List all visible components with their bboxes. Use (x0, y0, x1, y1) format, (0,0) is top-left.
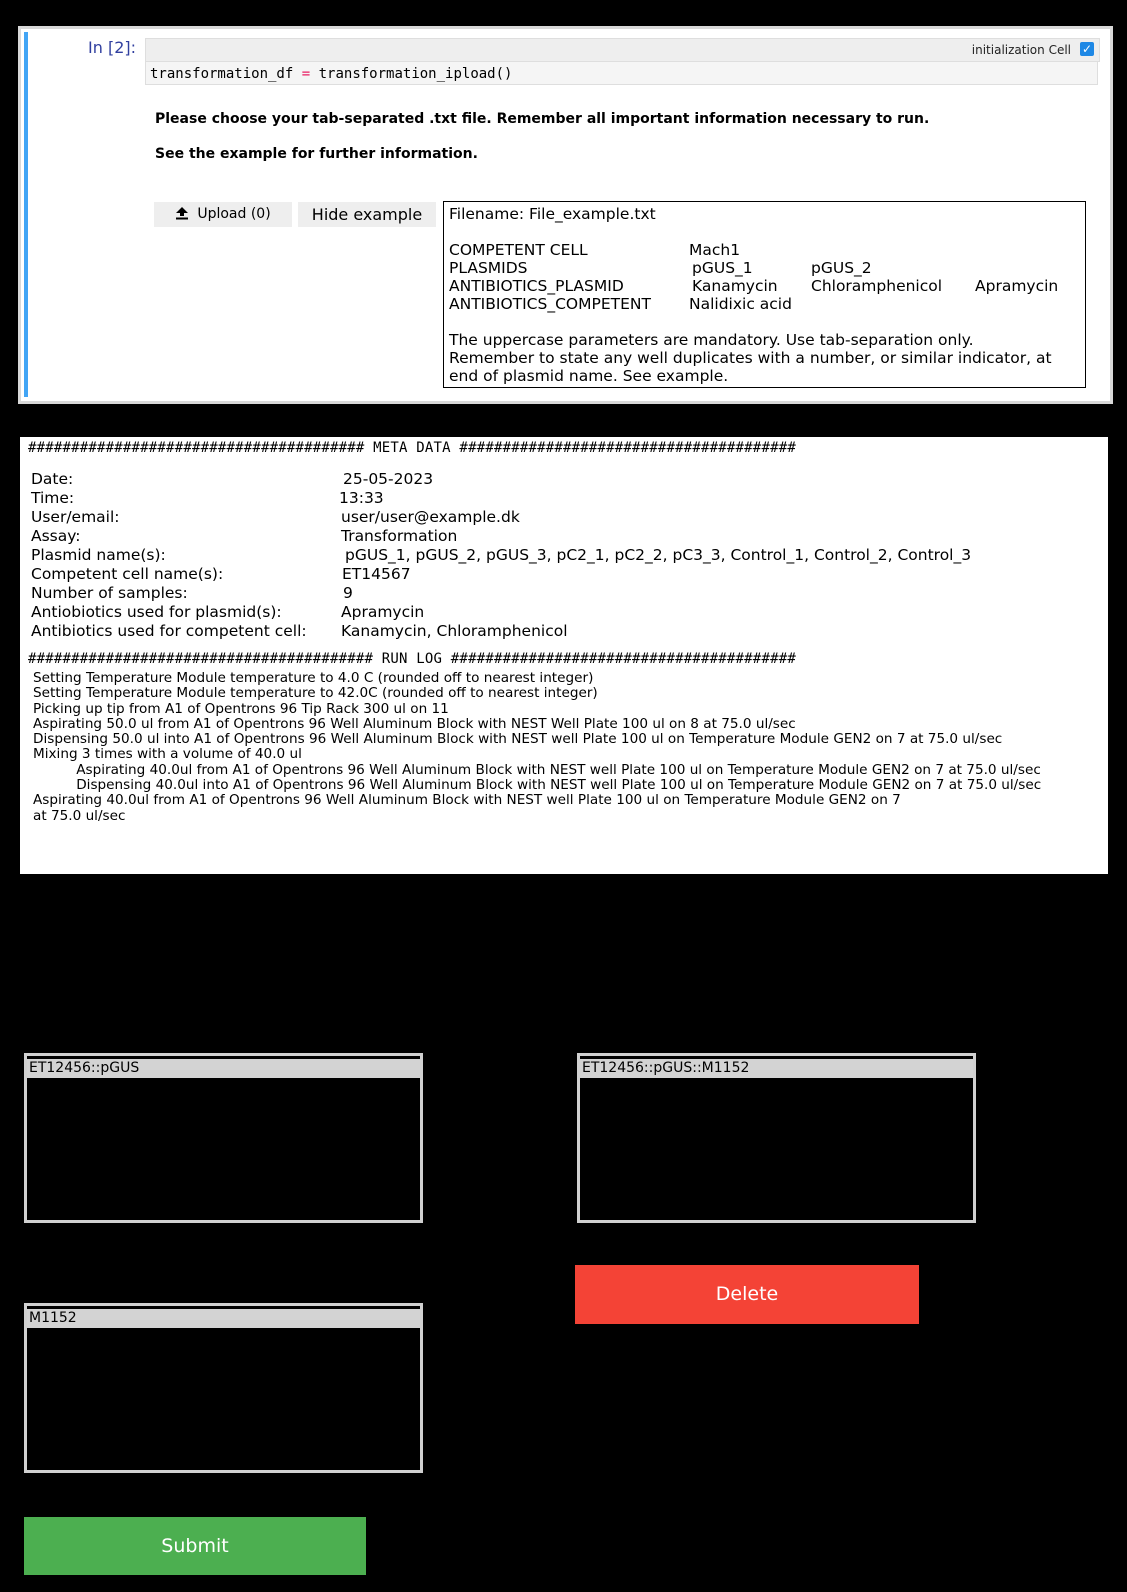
example-box (443, 201, 1086, 388)
example-note: Remember to state any well duplicates with a number, or similar indicator, at (449, 349, 1052, 367)
meta-key: Time: (31, 489, 75, 507)
meta-key: Competent cell name(s): (31, 565, 224, 583)
meta-value: ET14567 (342, 565, 411, 583)
cell-selection-bar (24, 32, 28, 397)
list-item[interactable]: ET12456::pGUS::M1152 (580, 1059, 973, 1078)
code-input[interactable] (145, 61, 1098, 85)
meta-key: Assay: (31, 527, 81, 545)
instruction-text: Please choose your tab-separated .txt file. Remember all important information necessary to run. (155, 111, 930, 127)
meta-value: 13:33 (339, 489, 384, 507)
upload-button-label: Upload (0) (197, 206, 271, 222)
meta-key: Plasmid name(s): (31, 546, 166, 564)
run-log-line: Aspirating 40.0ul from A1 of Opentrons 96 Well Aluminum Block with NEST well Plate 100 ul on Temperature Module GEN2 on 7 at 75.0 ul/sec (33, 761, 1041, 778)
example-key: PLASMIDS (449, 259, 528, 277)
code-operator: = (301, 66, 311, 82)
selection-list-left-bottom[interactable] (24, 1303, 423, 1473)
upload-icon (175, 206, 189, 220)
meta-value: 9 (343, 584, 353, 602)
example-note: The uppercase parameters are mandatory. Use tab-separation only. (449, 331, 974, 349)
run-log-header: ######################################## RUN LOG ######################################## (28, 651, 796, 667)
run-log-line: Setting Temperature Module temperature to 42.0C (rounded off to nearest integer) (33, 685, 598, 702)
upload-button[interactable] (154, 202, 292, 227)
cell-prompt: In [2]: (88, 38, 136, 57)
delete-button[interactable]: Delete (575, 1265, 919, 1324)
code-lhs: transformation_df (150, 66, 294, 82)
initialization-cell-checkbox[interactable]: ✓ (1081, 42, 1093, 56)
instruction-example-text: See the example for further information. (155, 146, 478, 162)
example-note: end of plasmid name. See example. (449, 367, 729, 385)
list-item[interactable]: ET12456::pGUS (27, 1059, 420, 1078)
example-filename: Filename: File_example.txt (449, 205, 656, 223)
example-key: ANTIBIOTICS_PLASMID (449, 277, 624, 295)
example-value: pGUS_1 (692, 259, 753, 277)
list-item[interactable]: M1152 (27, 1309, 420, 1328)
example-value: pGUS_2 (811, 259, 872, 277)
selection-list-right-top[interactable] (577, 1053, 976, 1223)
output-panel (20, 437, 1108, 874)
code-rhs: transformation_ipload() (318, 66, 513, 82)
run-log-line: Dispensing 50.0 ul into A1 of Opentrons 96 Well Aluminum Block with NEST well Plate 100 ul on Temperature Module GEN2 on 7 at 75.0 ul/sec (33, 731, 1003, 748)
run-log (33, 671, 1103, 824)
selection-list-left-top[interactable] (24, 1053, 423, 1223)
run-log-line: Mixing 3 times with a volume of 40.0 ul (33, 746, 302, 763)
example-value: Chloramphenicol (811, 277, 943, 295)
example-key: ANTIBIOTICS_COMPETENT (449, 295, 651, 313)
meta-value: Apramycin (341, 603, 425, 621)
meta-value: Transformation (341, 527, 458, 545)
run-log-line: Aspirating 50.0 ul from A1 of Opentrons 96 Well Aluminum Block with NEST Well Plate 100 ul on 8 at 75.0 ul/sec (33, 715, 796, 732)
example-value: Nalidixic acid (689, 295, 792, 313)
example-value: Kanamycin (692, 277, 778, 295)
meta-data-header: ####################################### META DATA ####################################### (28, 440, 796, 456)
cell-toolbar (145, 38, 1100, 62)
meta-key: User/email: (31, 508, 120, 526)
example-value: Mach1 (689, 241, 741, 259)
run-log-line: Aspirating 40.0ul from A1 of Opentrons 96 Well Aluminum Block with NEST well Plate 100 ul on Temperature Module GEN2 on 7 at 75.0 ul/sec (33, 792, 901, 824)
submit-button[interactable]: Submit (24, 1517, 366, 1575)
example-key: COMPETENT CELL (449, 241, 588, 259)
run-log-line: Dispensing 40.0ul into A1 of Opentrons 96 Well Aluminum Block with NEST well Plate 100 ul on Temperature Module GEN2 on 7 at 75.0 ul/sec (33, 777, 1042, 794)
meta-value: pGUS_1, pGUS_2, pGUS_3, pC2_1, pC2_2, pC3_3, Control_1, Control_2, Control_3 (345, 546, 972, 564)
run-log-line: Picking up tip from A1 of Opentrons 96 Tip Rack 300 ul on 11 (33, 700, 449, 717)
meta-key: Number of samples: (31, 584, 188, 602)
initialization-cell-label: initialization Cell (971, 43, 1071, 57)
meta-key: Antibiotics used for competent cell: (31, 622, 307, 640)
meta-value: 25-05-2023 (343, 470, 434, 488)
meta-key: Date: (31, 470, 74, 488)
run-log-line: Setting Temperature Module temperature to 4.0 C (rounded off to nearest integer) (33, 670, 594, 686)
hide-example-button[interactable]: Hide example (298, 202, 436, 227)
meta-key: Antiobiotics used for plasmid(s): (31, 603, 282, 621)
meta-value: user/user@example.dk (341, 508, 520, 526)
example-value: Apramycin (975, 277, 1059, 295)
meta-value: Kanamycin, Chloramphenicol (341, 622, 568, 640)
